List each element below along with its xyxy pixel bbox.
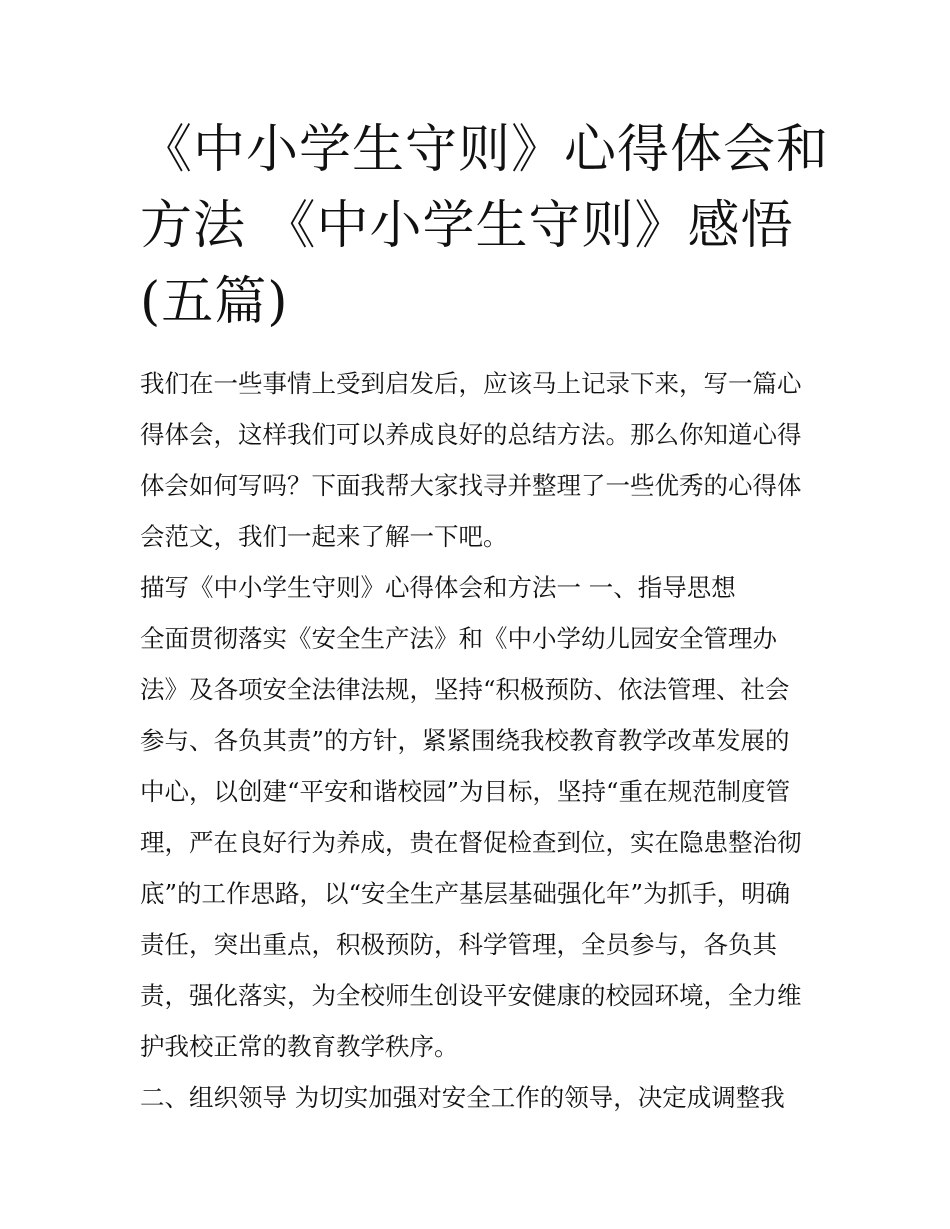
- intro-paragraph: [140, 358, 830, 562]
- text-line: 体会如何写吗？下面我帮大家找寻并整理了一些优秀的心得体: [140, 471, 802, 500]
- text-line: 全面贯彻落实《安全生产法》和《中小学幼儿园安全管理办: [140, 624, 777, 653]
- text-line: 中心，以创建“平安和谐校园”为目标，坚持“重在规范制度管: [140, 777, 791, 806]
- section-1-heading: [140, 562, 830, 613]
- title-line: 《中小学生守则》心得体会和: [140, 120, 830, 180]
- document-title: [140, 112, 830, 340]
- text-line: 参与、各负其责”的方针，紧紧围绕我校教育教学改革发展的: [140, 726, 790, 755]
- section-2-paragraph: [140, 1072, 830, 1123]
- text-line: 法》及各项安全法律法规，坚持“积极预防、依法管理、社会: [140, 675, 790, 704]
- text-line: 护我校正常的教育教学秩序。: [140, 1032, 459, 1061]
- title-line: (五篇): [140, 272, 289, 332]
- text-line: 得体会，这样我们可以养成良好的总结方法。那么你知道心得: [140, 420, 802, 449]
- text-line: 描写《中小学生守则》心得体会和方法一 一、指导思想: [140, 573, 736, 602]
- text-line: 理，严在良好行为养成，贵在督促检查到位，实在隐患整治彻: [140, 828, 802, 857]
- document-body: [140, 358, 830, 1123]
- text-line: 会范文，我们一起来了解一下吧。: [140, 522, 508, 551]
- text-line: 二、组织领导 为切实加强对安全工作的领导，决定成调整我: [140, 1083, 785, 1112]
- text-line: 责，强化落实，为全校师生创设平安健康的校园环境，全力维: [140, 981, 802, 1010]
- text-line: 我们在一些事情上受到启发后，应该马上记录下来，写一篇心: [140, 369, 802, 398]
- section-1-paragraph: [140, 613, 830, 1072]
- text-line: 底”的工作思路，以“安全生产基层基础强化年”为抓手，明确: [140, 879, 791, 908]
- title-line: 方法 《中小学生守则》感悟: [140, 196, 794, 256]
- text-line: 责任，突出重点，积极预防，科学管理，全员参与，各负其: [140, 930, 777, 959]
